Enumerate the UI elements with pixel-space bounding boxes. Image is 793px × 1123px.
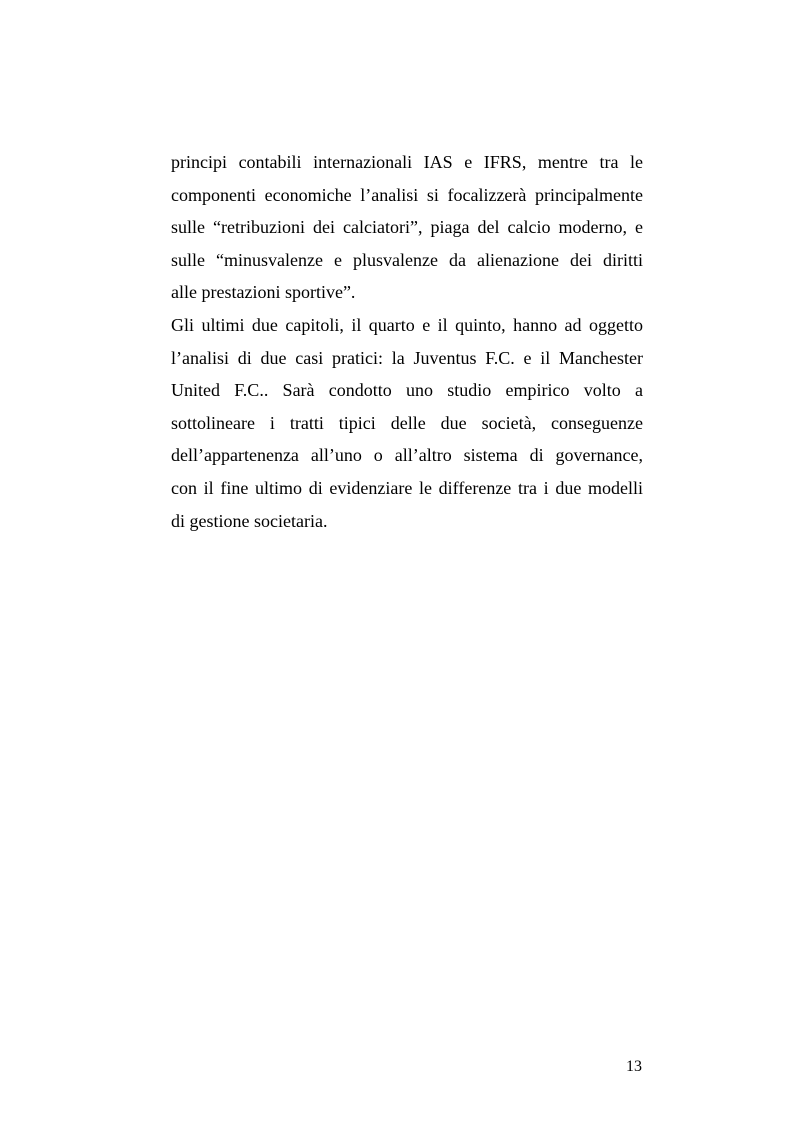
text-line: l’analisi di due casi pratici: la Juventus F.C. e il Manchester bbox=[171, 347, 643, 368]
text-line: componenti economiche l’analisi si focalizzerà principalmente bbox=[171, 184, 643, 205]
text-line: Gli ultimi due capitoli, il quarto e il quinto, hanno ad oggetto bbox=[171, 314, 643, 335]
text-line: dell’appartenenza all’uno o all’altro sistema di governance, bbox=[171, 445, 643, 466]
text-line: sulle “retribuzioni dei calciatori”, piaga del calcio moderno, e bbox=[171, 217, 643, 238]
text-line: alle prestazioni sportive”. bbox=[171, 282, 356, 303]
body-text bbox=[171, 146, 643, 537]
text-line: principi contabili internazionali IAS e IFRS, mentre tra le bbox=[171, 152, 643, 172]
text-line: con il fine ultimo di evidenziare le differenze tra i due modelli bbox=[171, 477, 643, 498]
text-line: di gestione societaria. bbox=[171, 510, 328, 531]
text-line: sottolineare i tratti tipici delle due società, conseguenze bbox=[171, 412, 643, 433]
page-number: 13 bbox=[626, 1058, 642, 1075]
text-line: sulle “minusvalenze e plusvalenze da alienazione dei diritti bbox=[171, 249, 643, 270]
text-line: United F.C.. Sarà condotto uno studio empirico volto a bbox=[171, 380, 643, 401]
